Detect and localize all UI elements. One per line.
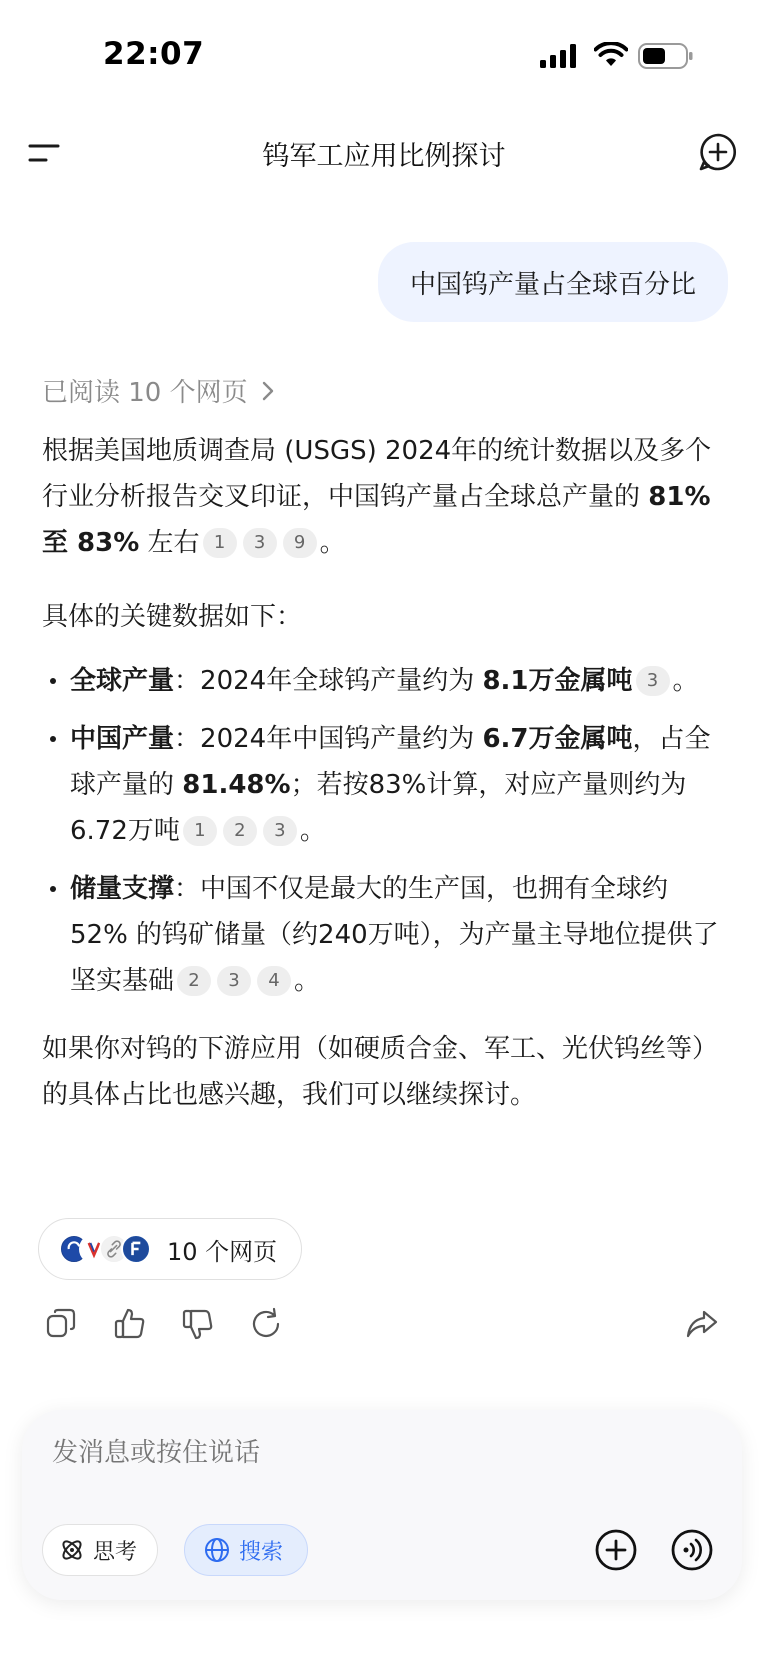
list-item-label: 储量支撑 [70, 874, 175, 904]
answer-text: 。 [319, 528, 346, 558]
list-item [42, 658, 728, 704]
conversation-title: 钨军工应用比例探讨 [262, 141, 506, 172]
list-item-label: 全球产量 [70, 666, 175, 696]
copy-icon[interactable] [44, 1306, 80, 1342]
list-item [42, 716, 728, 854]
answer-text: 。 [294, 966, 321, 996]
new-chat-icon[interactable] [698, 132, 738, 172]
answer-text: 。 [672, 666, 699, 696]
citation-badge[interactable]: 3 [217, 966, 251, 996]
answer-text: ： [174, 666, 201, 696]
answer-text: 左右 [139, 528, 200, 558]
search-label: 搜索 [239, 1539, 284, 1565]
answer-text: 中国不仅是最大的生产国，也拥有全球约 52% 的钨矿储量（约240万吨），为产量主导地位提供了坚实基础 [70, 874, 719, 996]
chevron-right-icon [260, 379, 276, 403]
battery-icon [638, 42, 694, 70]
answer-highlight: 6.7万金属吨 [482, 724, 633, 754]
answer-text: 。 [299, 816, 326, 846]
search-toggle-button[interactable] [184, 1524, 308, 1576]
read-pages-toggle[interactable] [42, 372, 276, 409]
thumbs-up-icon[interactable] [112, 1306, 148, 1342]
answer-text: 根据美国地质调查局 (USGS) 2024年的统计数据以及多个行业分析报告交叉印证，中国钨产量占全球总产量的 [42, 436, 712, 512]
answer-highlight: 81% 至 83% [42, 482, 711, 558]
think-atom-icon [59, 1537, 85, 1563]
citation-badge[interactable]: 1 [183, 816, 217, 846]
citation-badge[interactable]: 2 [177, 966, 211, 996]
citation-badge[interactable]: 2 [223, 816, 257, 846]
key-data-list [42, 658, 728, 1004]
regenerate-icon[interactable] [248, 1306, 284, 1342]
wifi-icon [594, 42, 628, 68]
answer-text: ，占全球产量的 [70, 724, 711, 800]
cellular-signal-icon [540, 44, 580, 68]
answer-text: ： [174, 724, 201, 754]
read-pages-label: 已阅读 10 个网页 [42, 378, 248, 408]
answer-text: ： [174, 874, 201, 904]
sources-button[interactable] [38, 1218, 302, 1280]
think-toggle-button[interactable] [42, 1524, 158, 1576]
message-actions [0, 1306, 768, 1356]
answer-text: ；若按83%计算，对应产量则约为6.72万吨 [70, 770, 687, 846]
answer-paragraph [42, 428, 728, 566]
answer-paragraph: 具体的关键数据如下： [42, 602, 303, 632]
answer-text: 2024年全球钨产量约为 [200, 666, 483, 696]
nav-bar [0, 120, 768, 190]
voice-mode-icon[interactable] [670, 1528, 714, 1572]
message-input[interactable] [52, 1438, 692, 1468]
source-favicons [59, 1232, 157, 1266]
citation-badge[interactable]: 3 [243, 528, 277, 558]
citation-badge[interactable]: 9 [283, 528, 317, 558]
add-attachment-icon[interactable] [594, 1528, 638, 1572]
citation-badge[interactable]: 1 [203, 528, 237, 558]
think-label: 思考 [93, 1539, 138, 1565]
status-bar [0, 0, 768, 110]
source-favicon-icon [121, 1234, 151, 1264]
share-icon[interactable] [684, 1306, 720, 1342]
answer-text: 2024年中国钨产量约为 [200, 724, 483, 754]
list-item [42, 866, 728, 1004]
globe-icon [203, 1536, 231, 1564]
citation-badge[interactable]: 4 [257, 966, 291, 996]
citation-badge[interactable]: 3 [636, 666, 670, 696]
citation-badge[interactable]: 3 [263, 816, 297, 846]
answer-highlight: 81.48% [182, 770, 291, 800]
message-composer [22, 1410, 742, 1600]
answer-highlight: 8.1万金属吨 [482, 666, 633, 696]
sources-label: 10 个网页 [167, 1237, 278, 1266]
user-message-bubble [378, 242, 728, 322]
user-message-text: 中国钨产量占全球百分比 [409, 269, 696, 300]
answer-paragraph: 如果你对钨的下游应用（如硬质合金、军工、光伏钨丝等）的具体占比也感兴趣，我们可以继续探讨。 [42, 1034, 719, 1110]
thumbs-down-icon[interactable] [180, 1306, 216, 1342]
status-time: 22:07 [103, 36, 205, 72]
assistant-answer [42, 428, 728, 1138]
list-item-label: 中国产量 [70, 724, 175, 754]
